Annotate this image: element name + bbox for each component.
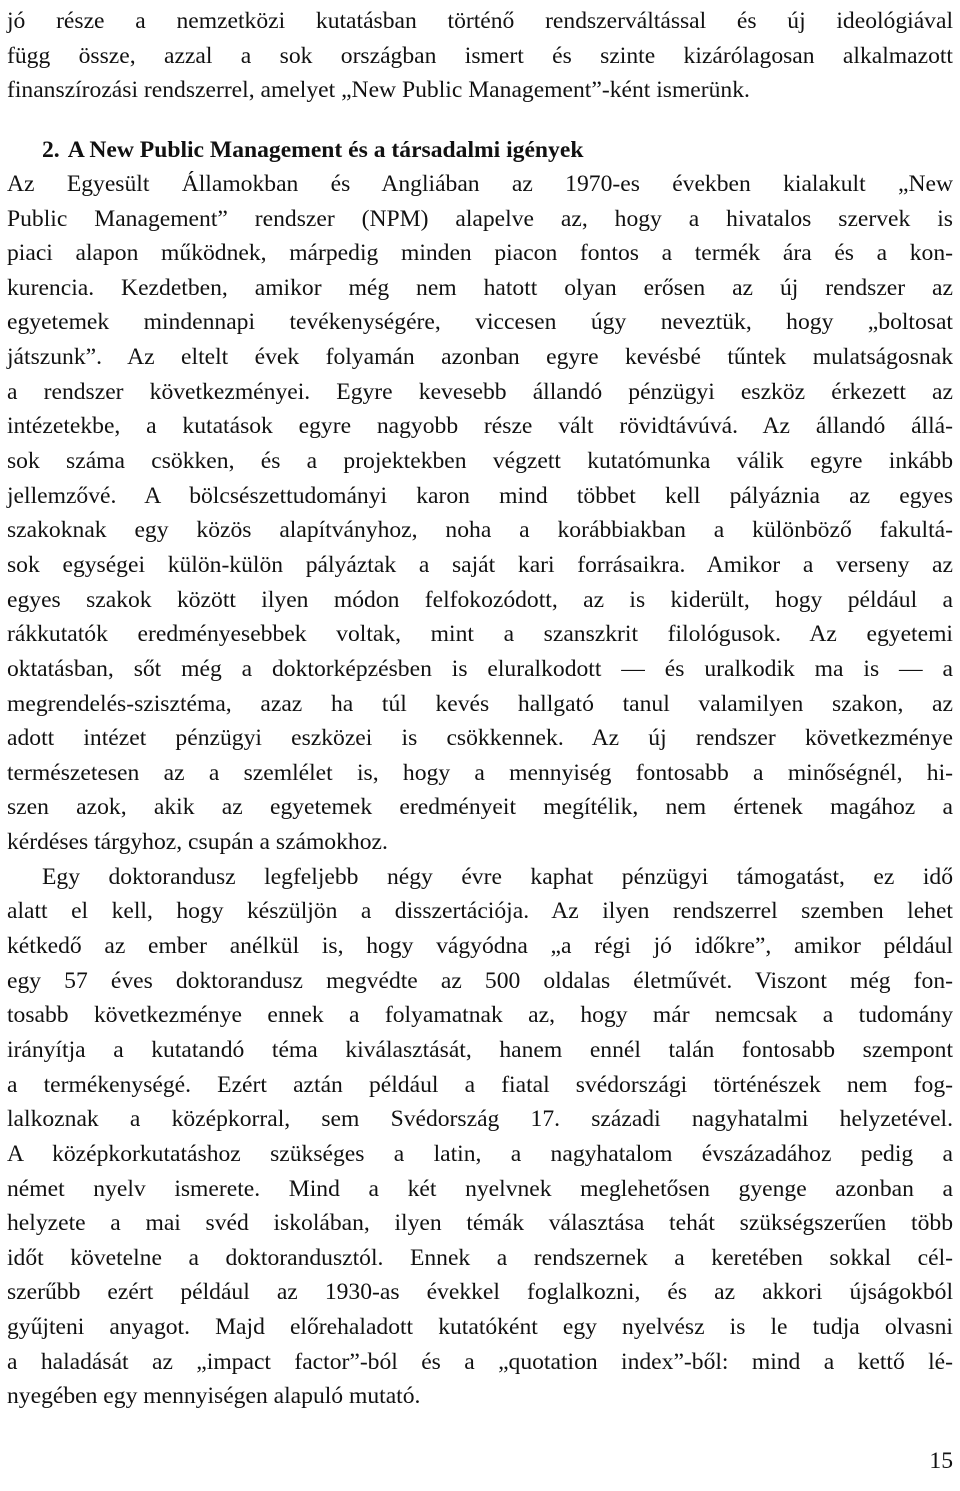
text-line: Public Management” rendszer (NPM) alapelve az, hogy a hivatalos szervek is: [7, 205, 953, 232]
text-line: finanszírozási rendszerrel, amelyet „New Public Management”-ként ismerünk.: [7, 77, 750, 104]
text-line: sok száma csökken, és a projektekben végzett kutatómunka válik egyre inkább: [7, 448, 953, 475]
text-line: német nyelv ismerete. Mind a két nyelvnek meglehetősen gyenge azonban a: [7, 1175, 953, 1202]
text-line: rákkutatók eredményesebbek voltak, mint a szanszkrit filológusok. Az egyetemi: [7, 621, 953, 648]
text-line: kérdéses tárgyhoz, csupán a számokhoz.: [7, 829, 388, 856]
text-line: kurencia. Kezdetben, amikor még nem hatott olyan erősen az új rendszer az: [7, 274, 953, 301]
text-line: egyetemek mindennapi tevékenységére, viccesen úgy neveztük, hogy „boltosat: [7, 309, 953, 336]
document-page: [7, 0, 953, 1414]
text-line: Egy doktorandusz legfeljebb négy évre kaphat pénzügyi támogatást, ez idő: [42, 863, 953, 890]
text-line: egy 57 éves doktorandusz megvédte az 500 oldalas életművét. Viszont még fon-: [7, 967, 953, 994]
text-line: adott intézet pénzügyi eszközei is csökkennek. Az új rendszer következménye: [7, 725, 953, 752]
text-line: lalkoznak a középkorral, sem Svédország 17. századi nagyhatalmi helyzetével.: [7, 1106, 953, 1133]
section-heading: [7, 133, 953, 167]
text-line: szakoknak egy közös alapítványhoz, noha a korábbiakban a különböző fakultá-: [7, 517, 953, 544]
text-line: kétkedő az ember anélkül is, hogy vágyódna „a régi jó időkre”, amikor például: [7, 933, 953, 960]
text-line: egyes szakok között ilyen módon felfokozódott, az is kiderült, hogy például a: [7, 586, 953, 613]
text-line: gyűjteni anyagot. Majd előrehaladott kutatóként egy nyelvész is le tudja olvasni: [7, 1314, 953, 1341]
text-line: helyzete a mai svéd iskolában, ilyen témák választása tehát szükségszerűen több: [7, 1210, 953, 1237]
intro-paragraph: [7, 0, 953, 108]
text-line: természetesen az a szemlélet is, hogy a mennyiség fontosabb a minőségnél, hi-: [7, 759, 953, 786]
text-line: sok egységei külön-külön pályáztak a saját kari forrásaikra. Amikor a verseny az: [7, 551, 953, 578]
text-line: a haladását az „impact factor”-ból és a „quotation index”-ből: mind a kettő lé-: [7, 1348, 953, 1375]
text-line: a termékenységé. Ezért aztán például a fiatal svédországi történészek nem fog-: [7, 1071, 953, 1098]
text-line: szen azok, akik az egyetemek eredményeit megítélik, nem értenek magához a: [7, 794, 953, 821]
section-title: A New Public Management és a társadalmi igények: [67, 136, 584, 163]
text-line: függ össze, azzal a sok országban ismert és szinte kizárólagosan alkalmazott: [7, 42, 953, 69]
text-line: jellemzővé. A bölcsészettudományi karon mind többet kell pályáznia az egyes: [7, 482, 953, 509]
text-line: oktatásban, sőt még a doktorképzésben is eluralkodott — és uralkodik ma is — a: [7, 655, 953, 682]
text-line: játszunk”. Az eltelt évek folyamán azonban egyre kevésbé tűntek mulatságosnak: [7, 344, 953, 371]
text-line: tosabb következménye ennek a folyamatnak az, hogy már nemcsak a tudomány: [7, 1002, 953, 1029]
section-number: 2.: [42, 136, 60, 163]
text-line: Az Egyesült Államokban és Angliában az 1970-es években kialakult „New: [7, 170, 953, 197]
text-line: szerűbb ezért például az 1930-as évekkel foglalkozni, és az akkori újságokból: [7, 1279, 953, 1306]
text-line: a rendszer következményei. Egyre kevesebb állandó pénzügyi eszköz érkezett az: [7, 378, 953, 405]
text-line: irányítja a kutatandó téma kiválasztását, hanem ennél talán fontosabb szempont: [7, 1036, 953, 1063]
text-line: piaci alapon működnek, márpedig minden piacon fontos a termék ára és a kon-: [7, 240, 953, 267]
text-line: jó része a nemzetközi kutatásban történő rendszerváltással és új ideológiával: [7, 8, 953, 34]
text-line: alatt el kell, hogy készüljön a disszertációja. Az ilyen rendszerrel szemben lehet: [7, 898, 953, 925]
page-number: 15: [929, 1448, 953, 1474]
text-line: nyegében egy mennyiségen alapuló mutató.: [7, 1383, 421, 1410]
text-line: időt követelne a doktorandusztól. Ennek a rendszernek a keretében sokkal cél-: [7, 1244, 953, 1271]
body-paragraph-1: [7, 167, 953, 860]
body-paragraph-2: [7, 860, 953, 1414]
text-line: A középkorkutatáshoz szükséges a latin, a nagyhatalom évszázadához pedig a: [7, 1140, 953, 1167]
text-line: megrendelés-szisztéma, azaz ha túl kevés hallgató tanul valamilyen szakon, az: [7, 690, 953, 717]
section: [7, 133, 953, 1414]
text-line: intézetekbe, a kutatások egyre nagyobb része vált rövidtávúvá. Az állandó állá-: [7, 413, 953, 440]
